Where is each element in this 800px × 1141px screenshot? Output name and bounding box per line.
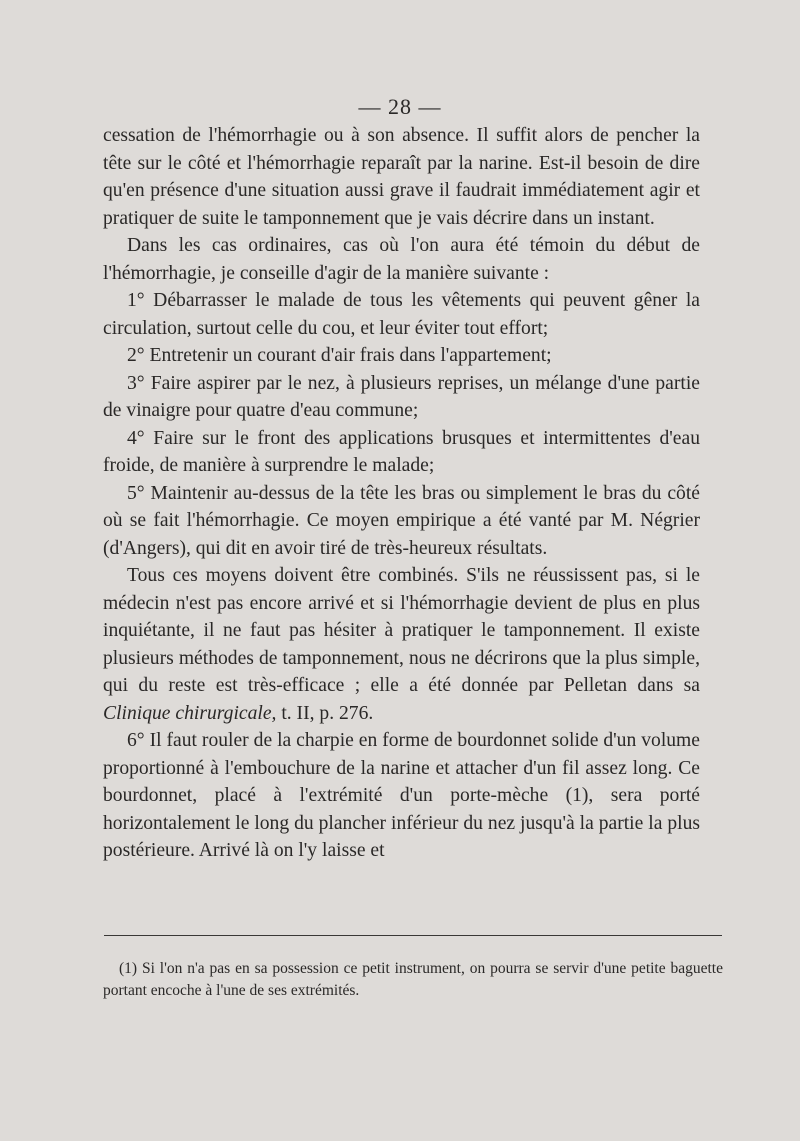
list-item-6: 6° Il faut rouler de la charpie en forme de bourdonnet solide d'un volume proportionné à l'embouchure de la narine et attacher d'un fil assez long. Ce bourdonnet, placé à l'extrémité d'un porte-mèche (1), sera porté horizontalement le long du plancher inférieur du nez jusqu'à la partie la plus postérieure. Arrivé là on l'y laisse et bbox=[103, 730, 700, 861]
list-item-4: 4° Faire sur le front des applications brusques et intermittentes d'eau froide, de manière à surprendre le malade; bbox=[103, 427, 700, 476]
citation-reference: t. II, p. 276. bbox=[276, 702, 374, 724]
list-item-3: 3° Faire aspirer par le nez, à plusieurs reprises, un mélange d'une partie de vinaigre pour quatre d'eau commune; bbox=[103, 372, 700, 421]
list-item-2: 2° Entretenir un courant d'air frais dans l'appartement; bbox=[127, 345, 552, 366]
list-item-1: 1° Débarrasser le malade de tous les vêtements qui peuvent gêner la circulation, surtout celle du cou, et leur éviter tout effort; bbox=[103, 290, 700, 339]
footnote-divider bbox=[104, 935, 722, 936]
body-text bbox=[103, 122, 700, 865]
paragraph-tamponnement bbox=[103, 562, 700, 727]
paragraph-tamponnement-text: Tous ces moyens doivent être combinés. S'ils ne réussissent pas, si le médecin n'est pas encore arrivé et si l'hémorrhagie devient de plus en plus inquiétante, il ne faut pas hésiter à pratiquer le tamponnement. Il existe plusieurs méthodes de tamponnement, nous ne décrirons que la plus simple, qui du reste est très-efficace ; elle a été donnée par Pelletan dans sa bbox=[103, 565, 700, 696]
list-item-5: 5° Maintenir au-dessus de la tête les bras ou simplement le bras du côté où se fait l'hémorrhagie. Ce moyen empirique a été vanté par M. Négrier (d'Angers), qui dit en avoir tiré de très-heureux résultats. bbox=[103, 482, 700, 559]
paragraph-1: cessation de l'hémorrhagie ou à son absence. Il suffit alors de pencher la tête sur le côté et l'hémorrhagie reparaît par la narine. Est-il besoin de dire qu'en présence d'une situation aussi grave il faudrait immédiatement agir et pratiquer de suite le tamponnement que je vais décrire dans un instant. bbox=[103, 125, 700, 229]
paragraph-2: Dans les cas ordinaires, cas où l'on aura été témoin du début de l'hémorrhagie, je conseille d'agir de la manière suivante : bbox=[103, 235, 700, 284]
page-number: — 28 — bbox=[358, 94, 442, 119]
book-title-citation: Clinique chirurgicale, bbox=[103, 702, 277, 724]
footnote-text: (1) Si l'on n'a pas en sa possession ce petit instrument, on pourra se servir d'une petite baguette portant encoche à l'une de ses extrémités. bbox=[103, 960, 723, 999]
footnote bbox=[103, 958, 723, 1002]
